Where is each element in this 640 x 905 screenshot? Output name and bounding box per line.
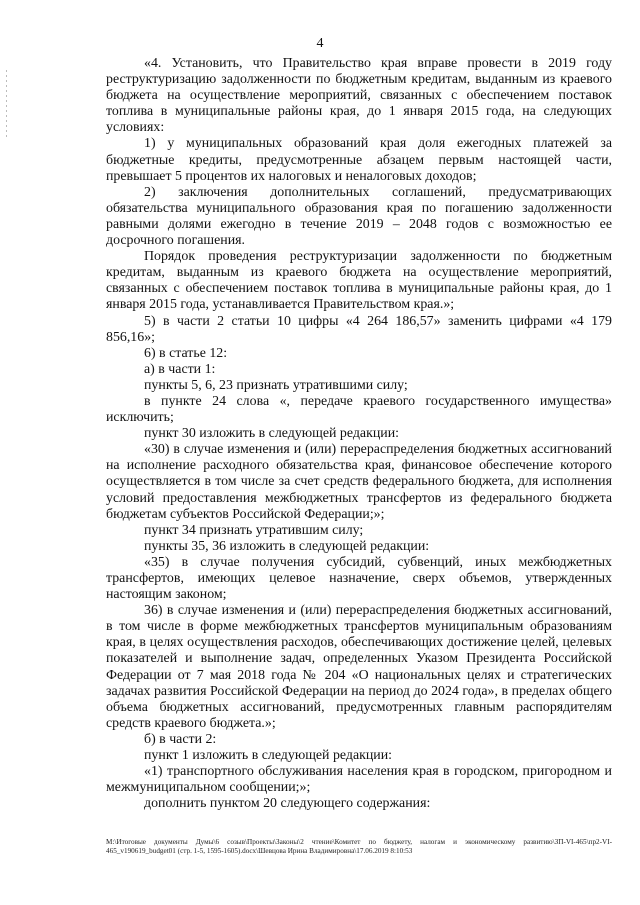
- paragraph-points-5-6-23: пункты 5, 6, 23 признать утратившими силу;: [144, 377, 408, 393]
- paragraph-point-36-text: 36) в случае изменения и (или) перераспределения бюджетных ассигнований, в том числе в форме межбюджетных трансфертов муниципальным образованиям края, в целях осуществления расходов, обеспечивающих достижение целей, целевых показателей и выполнение задач, определенных Указом Президента Российской Федерации от 7 мая 2018 года № 204 «О национальных целях и стратегических задачах развития Российской Федерации на период до 2024 года», в пределах общего объема бюджетных ассигнований, предусмотренных главным распорядителям средств краевого бюджета.»;: [106, 603, 612, 731]
- paragraph-point-35-text: «35) в случае получения субсидий, субвенций, иных межбюджетных трансфертов, имеющих целевое назначение, сверх объемов, утвержденных настоящим законом;: [106, 554, 612, 603]
- page-number: 4: [316, 36, 324, 51]
- paragraph-point-24: в пункте 24 слова «, передаче краевого государственного имущества» исключить;: [106, 393, 612, 426]
- paragraph-point-30-text: «30) в случае изменения и (или) перераспределения бюджетных ассигнований на исполнение расходного обязательства края, финансовое обеспечение которого осуществляется в том числе за счет средств федерального бюджета, для исполнения условий предоставления межбюджетных трансфертов из федерального бюджета бюджетам субъектов Российской Федерации;»;: [106, 442, 612, 522]
- paragraph-point-34: пункт 34 признать утратившим силу;: [144, 522, 364, 538]
- paragraph-point-1-intro: пункт 1 изложить в следующей редакции:: [144, 748, 393, 764]
- document-body: [106, 56, 612, 812]
- paragraph-points-35-36-intro: пункты 35, 36 изложить в следующей редакции:: [144, 538, 430, 554]
- paragraph-condition-1: 1) у муниципальных образований края доля ежегодных платежей за бюджетные кредиты, предусмотренные абзацем первым настоящей части, превышает 5 процентов их налоговых и неналоговых доходов;: [106, 136, 612, 184]
- paragraph-restructuring-procedure: Порядок проведения реструктуризации задолженности по бюджетным кредитам, выданным из краевого бюджета на осуществление мероприятий, связанных с обеспечением поставок топлива в муниципальные районы края, до 1 января 2015 года, устанавливается Правительством края.»;: [106, 249, 612, 313]
- paragraph-point-30-intro: пункт 30 изложить в следующей редакции:: [144, 426, 399, 442]
- scan-margin-mark: [6, 70, 7, 140]
- paragraph-subitem-a: а) в части 1:: [144, 361, 216, 377]
- paragraph-condition-2: 2) заключения дополнительных соглашений, предусматривающих обязательства муниципального образования края по погашению задолженности равными долями ежегодно в течение 2019 – 2048 годов с возможностью ее досрочного погашения.: [106, 184, 612, 249]
- paragraph-article-4: «4. Установить, что Правительство края вправе провести в 2019 году реструктуризацию задолженности по бюджетным кредитам, выданным из краевого бюджета на осуществление мероприятий, связанных с обеспечением поставок топлива в муниципальные районы края, до 1 января 2015 года, на следующих условиях:: [106, 56, 612, 136]
- paragraph-point-1-text: «1) транспортного обслуживания населения края в городском, пригородном и межмуниципальном сообщении;»;: [106, 764, 612, 796]
- paragraph-item-6: 6) в статье 12:: [144, 345, 228, 361]
- file-path-footer: М:\Итоговые документы Думы\6 созыв\Проекты\Законы\2 чтение\Комитет по бюджету, налогам и экономическому развитию\ЗП-VI-465\пр2-VI-465_v190619_budget01 (стр. 1-5, 1595-1605).docx\Шевцова Ирина Владимировна\17.06.2019 8:10:53: [106, 838, 612, 855]
- paragraph-add-point-20: дополнить пунктом 20 следующего содержания:: [144, 796, 431, 812]
- paragraph-subitem-b: б) в части 2:: [144, 731, 217, 747]
- paragraph-item-5: 5) в части 2 статьи 10 цифры «4 264 186,57» заменить цифрами «4 179 856,16»;: [106, 313, 612, 345]
